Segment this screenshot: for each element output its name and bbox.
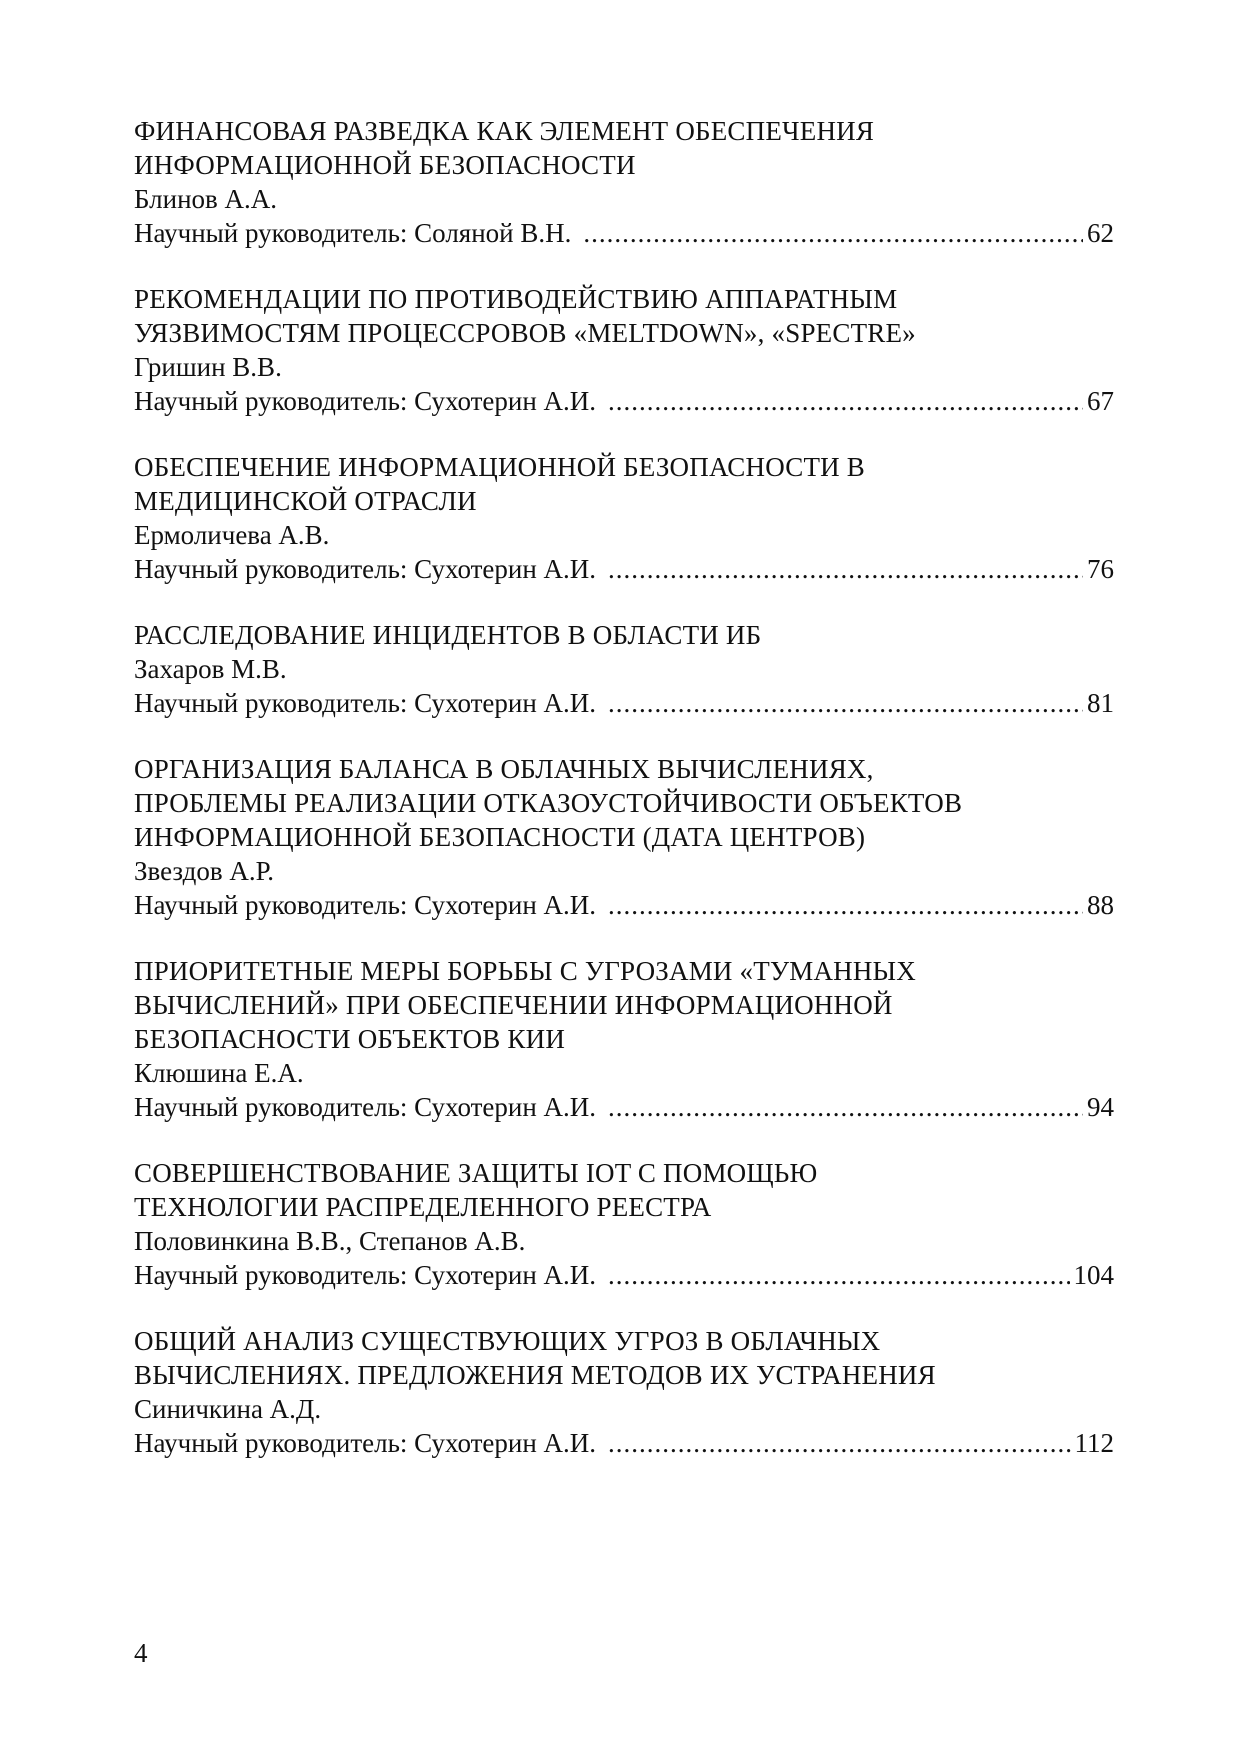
entry-supervisor-line bbox=[134, 1258, 1114, 1292]
entry-page-number: 76 bbox=[1087, 554, 1114, 584]
entry-title-line: ОРГАНИЗАЦИЯ БАЛАНСА В ОБЛАЧНЫХ ВЫЧИСЛЕНИЯХ, bbox=[134, 754, 874, 784]
entry-supervisor-line bbox=[134, 888, 1114, 922]
entry-authors: Половинкина В.В., Степанов А.В. bbox=[134, 1226, 526, 1256]
toc-entry bbox=[134, 954, 1114, 1124]
dot-leader bbox=[608, 384, 1083, 418]
entry-supervisor: Научный руководитель: Сухотерин А.И. bbox=[134, 1092, 597, 1122]
entry-page-number: 88 bbox=[1087, 890, 1114, 920]
entry-supervisor: Научный руководитель: Соляной В.Н. bbox=[134, 218, 572, 248]
dot-leader bbox=[608, 686, 1083, 720]
toc-entry bbox=[134, 752, 1114, 922]
entry-page-number: 94 bbox=[1087, 1092, 1114, 1122]
entry-title-line: ТЕХНОЛОГИИ РАСПРЕДЕЛЕННОГО РЕЕСТРА bbox=[134, 1192, 712, 1222]
entry-authors: Звездов А.Р. bbox=[134, 856, 274, 886]
dot-leader bbox=[608, 1426, 1070, 1460]
entry-supervisor: Научный руководитель: Сухотерин А.И. bbox=[134, 890, 597, 920]
entry-supervisor: Научный руководитель: Сухотерин А.И. bbox=[134, 1428, 597, 1458]
entry-authors: Синичкина А.Д. bbox=[134, 1394, 322, 1424]
toc-entry bbox=[134, 282, 1114, 418]
toc-entry bbox=[134, 1156, 1114, 1292]
entry-supervisor-line bbox=[134, 1426, 1114, 1460]
entry-title-line: ПРОБЛЕМЫ РЕАЛИЗАЦИИ ОТКАЗОУСТОЙЧИВОСТИ ОБЪЕКТОВ bbox=[134, 788, 963, 818]
entry-title-line: МЕДИЦИНСКОЙ ОТРАСЛИ bbox=[134, 486, 477, 516]
toc-entry bbox=[134, 114, 1114, 250]
entry-title-line: УЯЗВИМОСТЯМ ПРОЦЕССРОВОВ «MELTDOWN», «SPECTRE» bbox=[134, 318, 916, 348]
entry-title-line: ВЫЧИСЛЕНИЙ» ПРИ ОБЕСПЕЧЕНИИ ИНФОРМАЦИОННОЙ bbox=[134, 990, 893, 1020]
entry-title-line: ФИНАНСОВАЯ РАЗВЕДКА КАК ЭЛЕМЕНТ ОБЕСПЕЧЕНИЯ bbox=[134, 116, 875, 146]
entry-authors: Ермоличева А.В. bbox=[134, 520, 330, 550]
toc-entry bbox=[134, 450, 1114, 586]
dot-leader bbox=[608, 888, 1083, 922]
entry-authors: Клюшина Е.А. bbox=[134, 1058, 304, 1088]
entry-page-number: 104 bbox=[1073, 1260, 1114, 1290]
entry-title-line: ИНФОРМАЦИОННОЙ БЕЗОПАСНОСТИ (ДАТА ЦЕНТРОВ) bbox=[134, 822, 866, 852]
entry-page-number: 81 bbox=[1087, 688, 1114, 718]
entry-supervisor: Научный руководитель: Сухотерин А.И. bbox=[134, 386, 597, 416]
page-number: 4 bbox=[134, 1638, 148, 1668]
entry-title-line: ОБЕСПЕЧЕНИЕ ИНФОРМАЦИОННОЙ БЕЗОПАСНОСТИ В bbox=[134, 452, 865, 482]
entry-supervisor: Научный руководитель: Сухотерин А.И. bbox=[134, 1260, 597, 1290]
dot-leader bbox=[608, 1090, 1083, 1124]
toc-entry bbox=[134, 618, 1114, 720]
table-of-contents bbox=[134, 114, 1114, 1492]
entry-supervisor-line bbox=[134, 686, 1114, 720]
entry-authors: Гришин В.В. bbox=[134, 352, 282, 382]
entry-title-line: РАССЛЕДОВАНИЕ ИНЦИДЕНТОВ В ОБЛАСТИ ИБ bbox=[134, 620, 762, 650]
entry-title-line: ИНФОРМАЦИОННОЙ БЕЗОПАСНОСТИ bbox=[134, 150, 636, 180]
entry-supervisor-line bbox=[134, 216, 1114, 250]
entry-title-line: ОБЩИЙ АНАЛИЗ СУЩЕСТВУЮЩИХ УГРОЗ В ОБЛАЧНЫХ bbox=[134, 1326, 881, 1356]
entry-title-line: СОВЕРШЕНСТВОВАНИЕ ЗАЩИТЫ IOT С ПОМОЩЬЮ bbox=[134, 1158, 818, 1188]
entry-title-line: ВЫЧИСЛЕНИЯХ. ПРЕДЛОЖЕНИЯ МЕТОДОВ ИХ УСТРАНЕНИЯ bbox=[134, 1360, 936, 1390]
entry-authors: Захаров М.В. bbox=[134, 654, 287, 684]
entry-title-line: ПРИОРИТЕТНЫЕ МЕРЫ БОРЬБЫ С УГРОЗАМИ «ТУМАННЫХ bbox=[134, 956, 917, 986]
entry-title-line: БЕЗОПАСНОСТИ ОБЪЕКТОВ КИИ bbox=[134, 1024, 566, 1054]
entry-supervisor: Научный руководитель: Сухотерин А.И. bbox=[134, 688, 597, 718]
entry-supervisor-line bbox=[134, 384, 1114, 418]
entry-authors: Блинов А.А. bbox=[134, 184, 278, 214]
dot-leader bbox=[608, 1258, 1069, 1292]
entry-page-number: 67 bbox=[1087, 386, 1114, 416]
entry-page-number: 112 bbox=[1074, 1428, 1114, 1458]
toc-entry bbox=[134, 1324, 1114, 1460]
entry-title-line: РЕКОМЕНДАЦИИ ПО ПРОТИВОДЕЙСТВИЮ АППАРАТНЫМ bbox=[134, 284, 898, 314]
dot-leader bbox=[583, 216, 1083, 250]
entry-supervisor: Научный руководитель: Сухотерин А.И. bbox=[134, 554, 597, 584]
entry-supervisor-line bbox=[134, 1090, 1114, 1124]
entry-supervisor-line bbox=[134, 552, 1114, 586]
dot-leader bbox=[608, 552, 1083, 586]
entry-page-number: 62 bbox=[1087, 218, 1114, 248]
